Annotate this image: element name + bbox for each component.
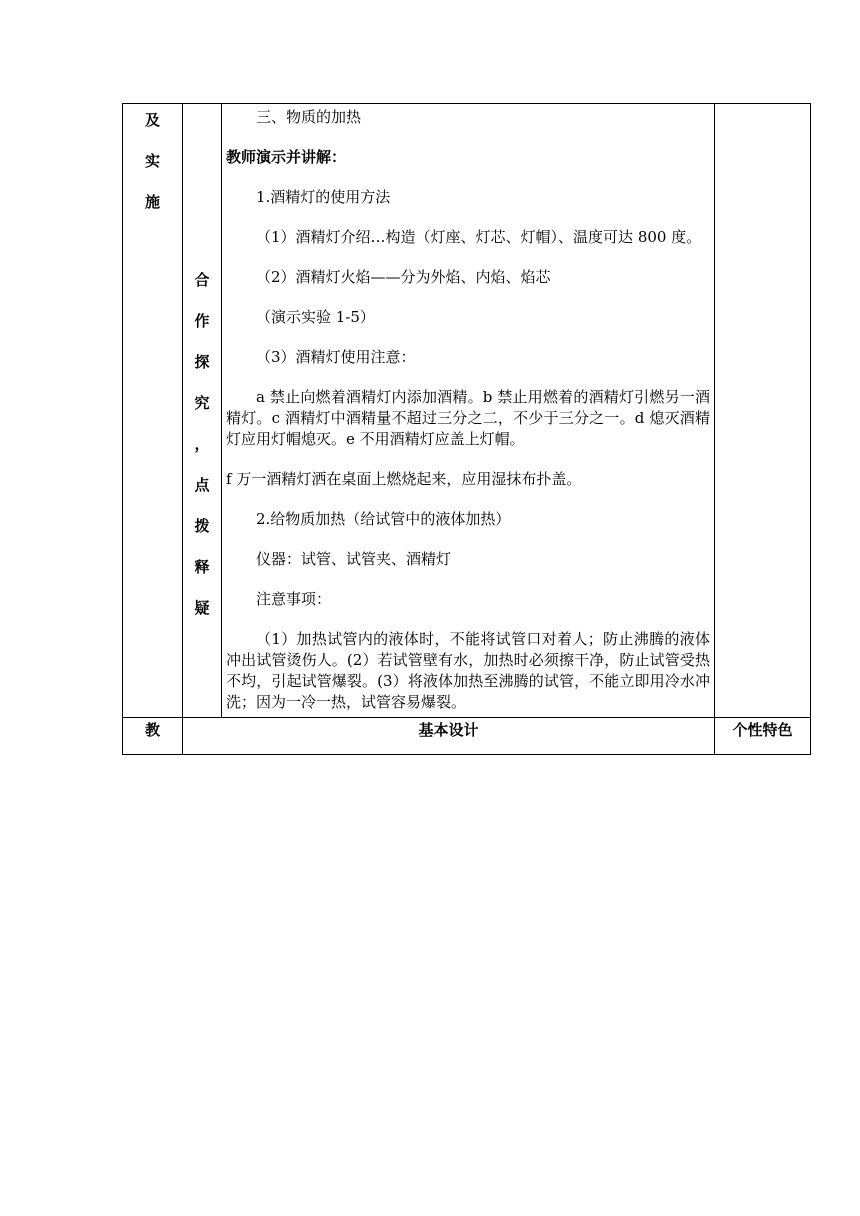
- lesson-content: [222, 104, 714, 717]
- instruments: 仪器：试管、试管夹、酒精灯: [256, 550, 452, 568]
- demo-experiment: （演示实验 1-5）: [256, 308, 375, 326]
- stage-label: [123, 104, 182, 233]
- activity-label-cell: [183, 104, 222, 718]
- stage-label-char: 及: [144, 111, 160, 129]
- heating-notes: （1）加热试管内的液体时，不能将试管口对着人；防止沸腾的液体冲出试管烫伤人。(2）若试管壁有水，加热时必须擦干净，防止试管受热不均，引起试管爆裂。(3）将液体加热至沸腾的试管，不能立即用冷水冲洗；因为一冷一热，试管容易爆裂。: [226, 630, 710, 711]
- alcohol-lamp-flame: （2）酒精灯火焰——分为外焰、内焰、焰芯: [256, 268, 551, 286]
- stage-label-char: 实: [144, 152, 160, 170]
- personal-feature-cell: [715, 104, 811, 718]
- activity-label-char: 疑: [194, 599, 210, 617]
- stage-label-char: 施: [144, 193, 160, 211]
- activity-label-char: 点: [194, 476, 210, 494]
- alcohol-lamp-intro: （1）酒精灯介绍…构造（灯座、灯芯、灯帽）、温度可达 800 度。: [256, 228, 702, 246]
- activity-label-char: 拨: [194, 517, 210, 535]
- footer-col1: 教: [123, 718, 183, 755]
- activity-label-char: ，: [194, 435, 210, 453]
- alcohol-lamp-cautions-title: （3）酒精灯使用注意：: [256, 348, 416, 366]
- activity-label-char: 合: [194, 271, 210, 289]
- content-row: [123, 104, 811, 718]
- basic-design-header: 基本设计: [183, 718, 715, 755]
- activity-label: [183, 104, 221, 639]
- alcohol-lamp-rule-f: f 万一酒精灯洒在桌面上燃烧起来，应用湿抹布扑盖。: [226, 470, 582, 488]
- activity-label-char: 探: [194, 353, 210, 371]
- stage-label-cell: [123, 104, 183, 718]
- alcohol-lamp-rules: a 禁止向燃着酒精灯内添加酒精。b 禁止用燃着的酒精灯引燃另一酒精灯。c 酒精灯中酒精量不超过三分之二，不少于三分之一。d 熄灭酒精灯应用灯帽熄灭。e 不用酒精灯应盖上灯帽。: [226, 388, 710, 448]
- teacher-demo-heading: 教师演示并讲解：: [226, 148, 347, 166]
- section-heading: 三、物质的加热: [256, 108, 362, 126]
- activity-label-char: 释: [194, 558, 210, 576]
- content-cell: [222, 104, 715, 718]
- footer-row: [123, 718, 811, 755]
- notes-title: 注意事项：: [256, 590, 332, 608]
- personal-feature-header: 个性特色: [715, 718, 811, 755]
- alcohol-lamp-usage-title: 1.酒精灯的使用方法: [256, 188, 391, 206]
- heating-title: 2.给物质加热（给试管中的液体加热）: [256, 510, 511, 528]
- lesson-plan-table: [122, 103, 811, 755]
- activity-label-char: 作: [194, 312, 210, 330]
- activity-label-char: 究: [194, 394, 210, 412]
